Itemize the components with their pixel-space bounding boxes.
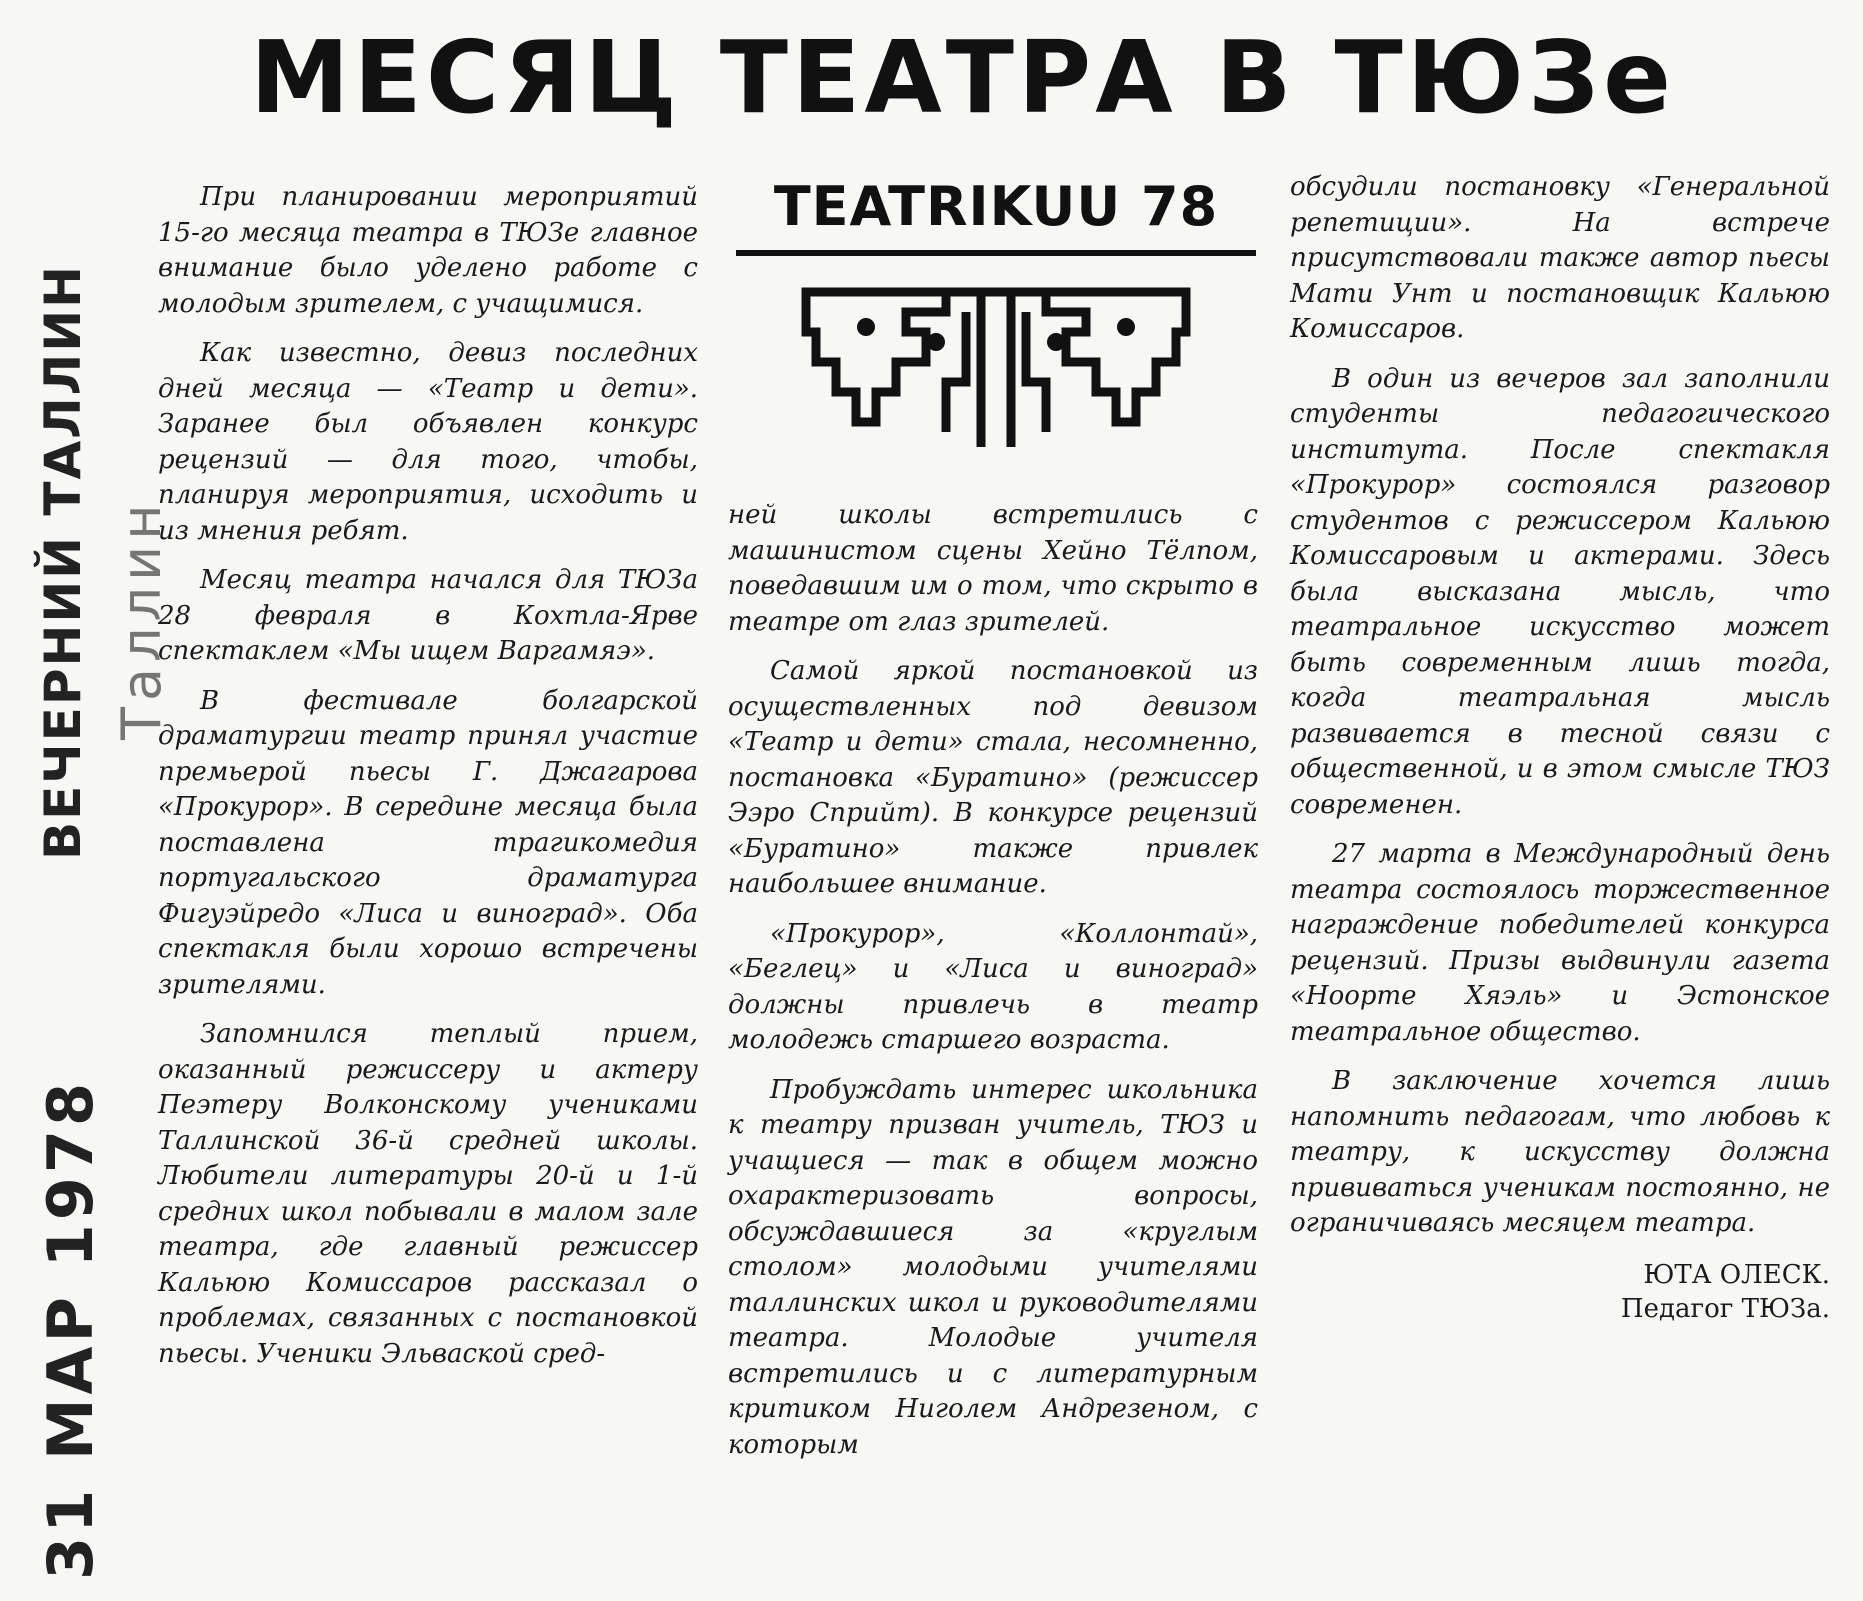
paragraph: В заключение хочется лишь напомнить педагогам, что любовь к театру, к искусству должна прививаться ученикам постоянно, не ограничиваясь месяцем театра. — [1290, 1066, 1830, 1238]
teatrikuu-logo — [736, 172, 1256, 452]
theatre-masks-icon — [796, 272, 1196, 452]
article-headline: МЕСЯЦ ТЕАТРА В ТЮЗе — [250, 19, 1675, 136]
article-column-3 — [1290, 170, 1830, 1590]
paragraph: Запомнился теплый прием, оказанный режиссеру и актеру Пеэтеру Волконскому учениками Таллинской 36-й средней школы. Любители литературы 20-й и 1-й средних школ побывали в малом зале театра, где главный режиссер Кальюю Комиссаров рассказал о проблемах, связанных с постановкой пьесы. Ученики Эльваской сред- — [158, 1019, 698, 1369]
logo-divider — [736, 250, 1256, 256]
paragraph: обсудили постановку «Генеральной репетиции». На встрече присутствовали также автор пьесы Мати Унт и постановщик Кальюю Комиссаров. — [1290, 172, 1830, 344]
paragraph: Как известно, девиз последних дней месяца — «Театр и дети». Заранее был объявлен конкурс рецензий — для того, чтобы, планируя мероприятия, исходить и из мнения ребят. — [158, 338, 698, 546]
paragraph: Пробуждать интерес школьника к театру призван учитель, ТЮЗ и учащиеся — так в общем можно охарактеризовать вопросы, обсуждавшиеся за «круглым столом» молодыми учителями таллинских школ и руководителями театра. Молодые учителя встретились и с литературным критиком Ниголем Андрезеном, с которым — [728, 1074, 1258, 1460]
author-name: ЮТА ОЛЕСК. — [1643, 1259, 1830, 1290]
paragraph: 27 марта в Международный день театра состоялось торжественное награждение победителей конкурса рецензий. Призы выдвинули газета «Ноорте Хяэль» и Эстонское театральное общество. — [1290, 839, 1830, 1047]
paragraph: В фестивале болгарской драматургии театр принял участие премьерой пьесы Г. Джагарова «Прокурор». В середине месяца была поставлена трагикомедия португальского драматурга Фигуэйредо «Лиса и виноград». Оба спектакля были хорошо встречены зрителями. — [158, 685, 698, 1000]
paragraph: При планировании мероприятий 15-го месяца театра в ТЮЗе главное внимание было уделено работе с молодым зрителем, с учащимися. — [158, 182, 698, 319]
paragraph: Месяц театра начался для ТЮЗа 28 февраля в Кохтла-Ярве спектаклем «Мы ищем Варгамяэ». — [158, 565, 698, 666]
handwritten-note: Таллин — [110, 498, 173, 740]
author-role: Педагог ТЮЗа. — [1620, 1293, 1830, 1324]
paragraph: ней школы встретились с машинистом сцены Хейно Тёлпом, поведавшим им о том, что скрыто в театре от глаз зрителей. — [728, 500, 1258, 637]
author-signature — [1290, 1258, 1830, 1326]
newspaper-stamp — [18, 240, 107, 1580]
logo-title: TEATRIKUU 78 — [773, 175, 1219, 238]
paragraph: Самой яркой постановкой из осуществленных под девизом «Театр и дети» стала, несомненно, постановка «Буратино» (режиссер Ээро Сприйт). В конкурсе рецензий «Буратино» также привлек наибольшее внимание. — [728, 656, 1258, 899]
article-column-2 — [728, 498, 1258, 1588]
paragraph: В один из вечеров зал заполнили студенты педагогического института. После спектакля «Прокурор» состоялся разговор студентов с режиссером Кальюю Комиссаровым и актерами. Здесь была высказана мысль, что театральное искусство может быть современным лишь тогда, когда театральная мысль развивается в тесной связи с общественной, и в этом смысле ТЮЗ современен. — [1290, 363, 1830, 820]
stamp-newspaper-name: ВЕЧЕРНИЙ ТАЛЛИН — [34, 264, 92, 860]
paragraph: «Прокурор», «Коллонтай», «Беглец» и «Лиса и виноград» должны привлечь в театр молодежь старшего возраста. — [728, 918, 1258, 1055]
article-column-1 — [158, 180, 698, 1590]
stamp-date: 31 МАР 1978 — [34, 1078, 107, 1580]
